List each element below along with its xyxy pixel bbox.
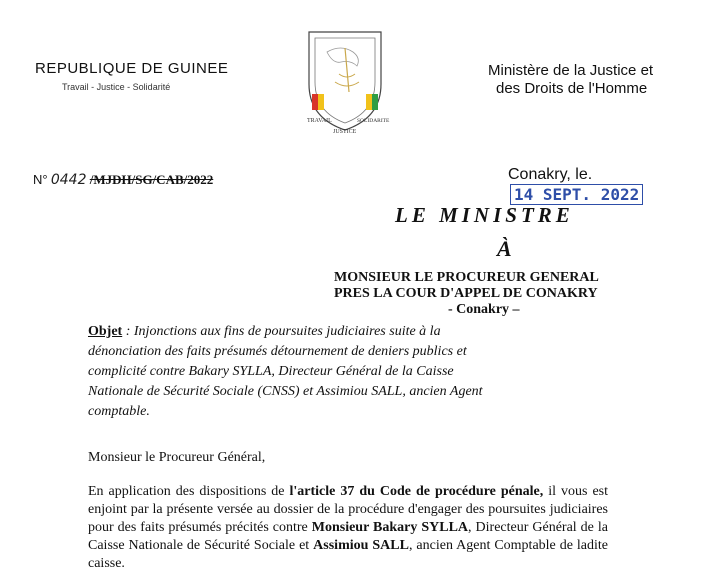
ministry-name-line2: des Droits de l'Homme: [496, 80, 648, 97]
reference-prefix: N°: [33, 172, 48, 187]
sender-title: LE MINISTRE: [395, 203, 574, 227]
recipient-line3: - Conakry –: [448, 302, 520, 317]
body-defendant-2: Assimiou SALL: [313, 538, 409, 553]
body-paragraph: [88, 483, 608, 573]
subject-text: Injonctions aux fins de poursuites judiciaires suite à la dénonciation des faits présumés détournement de deniers publics et complicité contre Bakary SYLLA, Directeur Général de la Caisse Nationale de Sécurité Sociale (CNSS) et Assimiou SALL, ancien Agent comptable.: [88, 324, 483, 419]
recipient-preposition: À: [497, 236, 512, 261]
national-motto: Travail - Justice - Solidarité: [62, 82, 171, 92]
emblem-banner-left: TRAVAIL: [307, 118, 332, 124]
body-article-ref: l'article 37 du Code de procédure pénale,: [289, 484, 544, 499]
place-date: [508, 166, 720, 205]
subject-label: Objet: [88, 324, 123, 339]
recipient-line2: PRES LA COUR D'APPEL DE CONAKRY: [334, 286, 598, 301]
body-part-1: En application des dispositions de: [88, 484, 290, 499]
subject-block: [88, 322, 488, 422]
salutation: Monsieur le Procureur Général,: [88, 450, 266, 465]
emblem-green-bar: [372, 94, 378, 110]
emblem-banner-center: JUSTICE: [333, 129, 357, 134]
subject-separator: :: [122, 324, 134, 339]
place-label: Conakry, le.: [508, 166, 593, 183]
body-part-5: , Directeur Général de la Caisse Nationale de Sécurité Sociale et: [88, 520, 608, 553]
emblem-yellow-bar: [318, 94, 324, 110]
body-part-3: il vous est enjoint par la présente versée au dossier de la procédure d'engager des poursuites judiciaires pour des faits présumés précités contre: [88, 484, 609, 535]
ministry-name-line1: Ministère de la Justice et: [488, 62, 654, 79]
date-stamp: 14 SEPT. 2022: [510, 184, 643, 205]
emblem-yellow-bar-right: [366, 94, 372, 110]
recipient-line1: MONSIEUR LE PROCUREUR GENERAL: [334, 270, 599, 285]
reference-code: /MJDH/SG/CAB/2022: [89, 172, 214, 187]
reference-handwritten-number: 0442: [50, 172, 87, 188]
emblem-red-bar: [312, 94, 318, 110]
body-part-7: , ancien Agent Comptable de ladite caisse.: [88, 538, 609, 571]
coat-of-arms-emblem: [295, 22, 395, 134]
document-reference: [33, 172, 213, 188]
country-name: REPUBLIQUE DE GUINEE: [35, 60, 229, 77]
body-defendant-1: Monsieur Bakary SYLLA: [311, 520, 469, 535]
emblem-banner-right: SOLIDARITE: [357, 118, 390, 124]
